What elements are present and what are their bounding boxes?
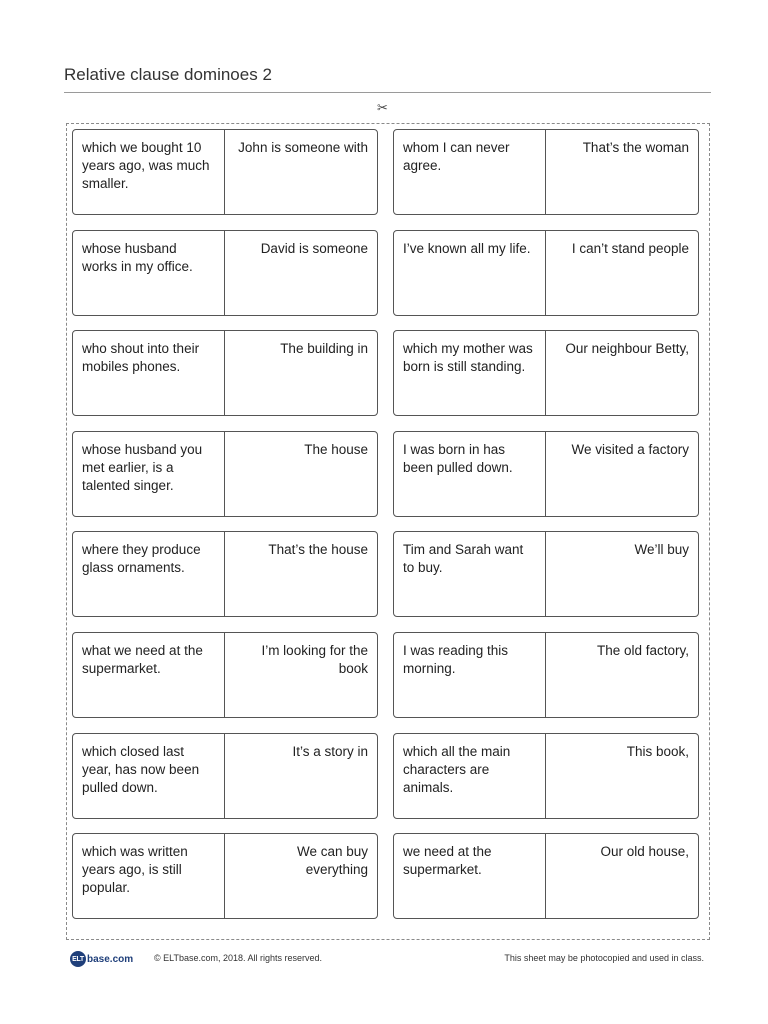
- domino-card: [72, 129, 378, 215]
- domino-left-text: which we bought 10 years ago, was much smaller.: [73, 130, 225, 214]
- domino-card: [72, 431, 378, 517]
- photocopy-notice: This sheet may be photocopied and used in class.: [504, 953, 704, 963]
- domino-left-text: where they produce glass ornaments.: [73, 532, 225, 616]
- title-divider: [64, 92, 711, 93]
- logo-mark: ELT: [70, 951, 86, 967]
- domino-left-text: who shout into their mobiles phones.: [73, 331, 225, 415]
- domino-right-text: We’ll buy: [634, 542, 689, 558]
- domino-card: [72, 531, 378, 617]
- domino-right-text: It’s a story in: [292, 743, 368, 759]
- scissors-icon: ✂: [377, 100, 388, 115]
- domino-right-text: John is someone with: [238, 140, 368, 155]
- domino-left-text: I was born in has been pulled down.: [394, 432, 546, 516]
- domino-right-text: The house: [304, 441, 368, 457]
- domino-right-text: The old factory,: [596, 643, 689, 658]
- domino-left-text: Tim and Sarah want to buy.: [394, 532, 546, 616]
- domino-card: [72, 330, 378, 416]
- eltbase-logo: [70, 951, 133, 967]
- domino-right-text: Our old house,: [600, 844, 689, 860]
- domino-card: [393, 431, 699, 517]
- domino-card: [393, 531, 699, 617]
- footer: [70, 951, 710, 967]
- domino-left-text: whom I can never agree.: [394, 130, 546, 214]
- domino-left-text: which my mother was born is still standing.: [394, 331, 546, 415]
- domino-right-text: I can’t stand people: [571, 240, 689, 256]
- domino-left-text: I’ve known all my life.: [394, 231, 546, 315]
- domino-card: [393, 632, 699, 718]
- domino-left-text: I was reading this morning.: [394, 633, 546, 717]
- domino-card: [393, 129, 699, 215]
- domino-left-text: which all the main characters are animals.: [394, 734, 546, 818]
- domino-right-text: David is someone: [260, 240, 368, 256]
- copyright-notice: © ELTbase.com, 2018. All rights reserved.: [154, 953, 323, 963]
- domino-right-text: The building in: [280, 341, 368, 357]
- domino-left-text: whose husband you met earlier, is a talented singer.: [73, 432, 225, 516]
- domino-card: [393, 330, 699, 416]
- domino-card: [72, 833, 378, 919]
- domino-right-text: This book,: [626, 743, 689, 759]
- domino-card: [393, 833, 699, 919]
- logo-text: base.com: [87, 953, 134, 965]
- domino-right-text: Our neighbour Betty,: [565, 341, 689, 357]
- domino-right-text: I’m looking for the book: [261, 643, 368, 676]
- domino-card: [393, 230, 699, 316]
- domino-left-text: which was written years ago, is still popular.: [73, 834, 225, 918]
- domino-left-text: what we need at the supermarket.: [73, 633, 225, 717]
- domino-right-text: We can buy everything: [296, 844, 368, 878]
- domino-left-text: which closed last year, has now been pulled down.: [73, 734, 225, 818]
- domino-left-text: whose husband works in my office.: [73, 231, 225, 315]
- domino-card: [72, 230, 378, 316]
- domino-right-text: That’s the house: [268, 542, 368, 558]
- domino-right-text: That’s the woman: [582, 140, 689, 155]
- domino-card: [72, 733, 378, 819]
- page-title: Relative clause dominoes 2: [64, 65, 272, 84]
- domino-right-text: We visited a factory: [571, 441, 689, 457]
- domino-card: [72, 632, 378, 718]
- domino-left-text: we need at the supermarket.: [394, 834, 546, 918]
- domino-card: [393, 733, 699, 819]
